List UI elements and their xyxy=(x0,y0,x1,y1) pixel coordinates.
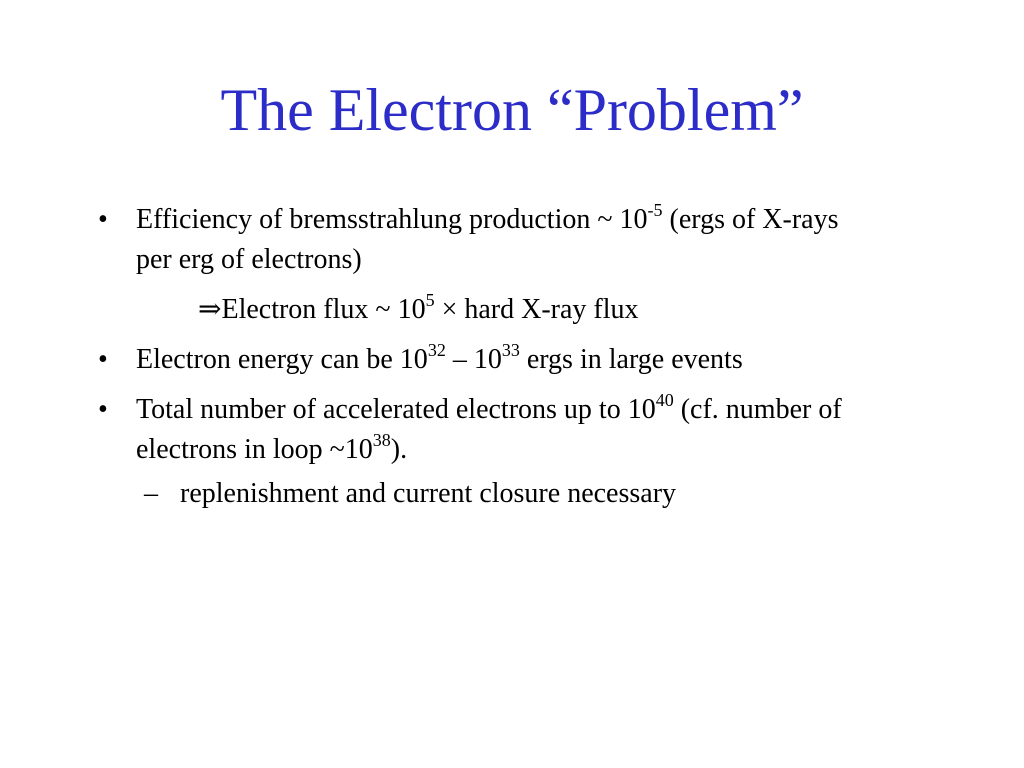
exponent: 32 xyxy=(427,339,446,360)
implication-line xyxy=(96,290,876,330)
exponent: 40 xyxy=(655,389,674,410)
sub-bullet-mark: – xyxy=(144,478,158,509)
bullet-mark: • xyxy=(98,204,108,235)
bullet-text: (cf. number of electrons in loop ~10 xyxy=(136,394,842,465)
bullet-item-efficiency xyxy=(96,200,876,280)
bullet-text: Efficiency of bremsstrahlung production ~ 10 xyxy=(136,204,648,235)
slide-title: The Electron “Problem” xyxy=(220,77,804,143)
sub-bullet-item xyxy=(96,474,876,514)
implication-text: Electron flux ~ 10 xyxy=(221,294,426,325)
slide-body xyxy=(96,200,876,514)
bullet-mark: • xyxy=(98,344,108,375)
bullet-text: ). xyxy=(390,434,408,465)
bullet-mark: • xyxy=(98,394,108,425)
sub-bullet-text: replenishment and current closure necessary xyxy=(180,478,677,509)
bullet-item-energy xyxy=(96,340,876,380)
implication-text: × hard X-ray flux xyxy=(434,294,639,325)
bullet-text: Electron energy can be 10 xyxy=(136,344,428,375)
bullet-text: (ergs of X-rays per erg of electrons) xyxy=(136,204,839,275)
implies-arrow: ⇒ xyxy=(198,294,222,325)
bullet-item-electron-count xyxy=(96,390,876,470)
bullet-text: ergs in large events xyxy=(519,344,743,375)
exponent: -5 xyxy=(647,199,663,220)
bullet-text: Total number of accelerated electrons up to 10 xyxy=(136,394,656,425)
exponent: 38 xyxy=(372,429,391,450)
exponent: 5 xyxy=(425,289,435,310)
exponent: 33 xyxy=(501,339,520,360)
bullet-text: – 10 xyxy=(445,344,502,375)
